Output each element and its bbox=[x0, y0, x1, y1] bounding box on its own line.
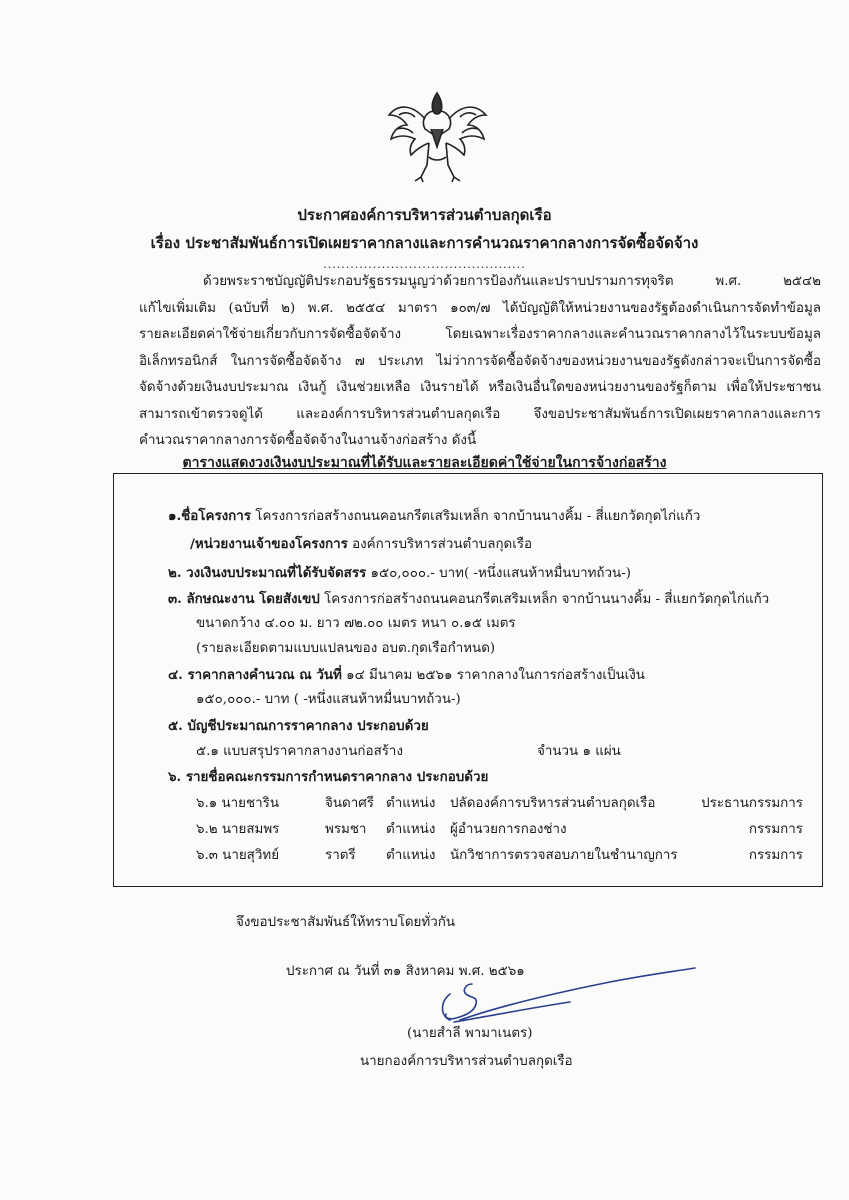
body-line: รายละเอียดค่าใช้จ่ายเกี่ยวกับการจัดซื้อจัดจ้าง โดยเฉพาะเรื่องราคากลางและคำนวณราคากลางไว้ในระบบข้อมูล bbox=[139, 327, 821, 342]
committee-position-label: ตำแหน่ง bbox=[386, 796, 436, 811]
body-line: แก้ไขเพิ่มเติม (ฉบับที่ ๒) พ.ศ. ๒๕๕๔ มาตรา ๑๐๓/๗ ได้บัญญัติให้หน่วยงานของรัฐต้องดำเนินการจัดทำข้อมูล bbox=[139, 300, 821, 316]
committee-role: ประธานกรรมการ bbox=[701, 796, 803, 811]
body-line: คำนวณราคากลางการจัดซื้อจัดจ้างในงานจ้างก่อสร้าง ดังนี้ bbox=[139, 433, 477, 448]
item-value: โครงการก่อสร้างถนนคอนกรีตเสริมเหล็ก จากบ้านนางคิ้ม - สี่แยกวัดกุดไก่แก้ว bbox=[255, 509, 701, 524]
item-work-note: (รายละเอียดตามแบบแปลนของ อบต.กุดเรือกำหนด) bbox=[196, 641, 496, 656]
committee-position: ผู้อำนวยการกองช่าง bbox=[450, 822, 567, 837]
committee-position: นักวิชาการตรวจสอบภายในชำนาญการ bbox=[450, 848, 678, 863]
body-paragraph bbox=[139, 269, 821, 455]
item-median-price bbox=[168, 664, 645, 685]
table-title: ตารางแสดงวงเงินงบประมาณที่ได้รับและรายละเอียดค่าใช้จ่ายในการจ้างก่อสร้าง bbox=[182, 455, 667, 471]
committee-member-surname: ราตรี bbox=[325, 848, 356, 863]
committee-position-label: ตำแหน่ง bbox=[386, 848, 436, 863]
item-work-description bbox=[168, 588, 769, 609]
item-label: ๒. วงเงินงบประมาณที่ได้รับจัดสรร bbox=[168, 565, 367, 581]
committee-member-name: ๖.๑ นายชาริน bbox=[196, 796, 279, 811]
body-line: จัดจ้างด้วยเงินงบประมาณ เงินกู้ เงินช่วยเหลือ เงินรายได้ หรือเงินอื่นใดของหน่วยงานของรัฐก็ตาม เพื่อให้ประชาชน bbox=[139, 380, 821, 395]
body-line: สามารถเข้าตรวจดูได้ และองค์การบริหารส่วนตำบลกุดเรือ จึงขอประชาสัมพันธ์การเปิดเผยราคากลางและการ bbox=[139, 406, 821, 422]
item-estimate-form: ๕.๑ แบบสรุปราคากลางงานก่อสร้าง bbox=[196, 744, 403, 759]
committee-member-surname: จินดาศรี bbox=[325, 796, 374, 811]
signer-title: นายกองค์การบริหารส่วนตำบลกุดเรือ bbox=[360, 1054, 573, 1069]
item-project-owner bbox=[190, 533, 532, 554]
item-value: โครงการก่อสร้างถนนคอนกรีตเสริมเหล็ก จากบ้านนางคิ้ม - สี่แยกวัดกุดไก่แก้ว bbox=[324, 592, 770, 607]
item-median-price-amount: ๑๕๐,๐๐๐.- บาท ( -หนึ่งแสนห้าหมื่นบาทถ้วน-) bbox=[196, 692, 461, 707]
committee-position: ปลัดองค์การบริหารส่วนตำบลกุดเรือ bbox=[450, 796, 656, 811]
item-label: ๓. ลักษณะงาน โดยสังเขป bbox=[168, 591, 320, 607]
signer-name: (นายสำลี พามาเนตร) bbox=[407, 1026, 533, 1041]
committee-member-name: ๖.๒ นายสมพร bbox=[196, 822, 280, 837]
announcement-subject: เรื่อง ประชาสัมพันธ์การเปิดเผยราคากลางและการคำนวณราคากลางการจัดซื้อจัดจ้าง bbox=[150, 234, 699, 252]
item-project-name bbox=[168, 505, 700, 526]
announcement-date: ประกาศ ณ วันที่ ๓๑ สิงหาคม พ.ศ. ๒๕๖๑ bbox=[286, 964, 525, 979]
item-estimate-qty: จำนวน ๑ แผ่น bbox=[537, 744, 621, 759]
committee-role: กรรมการ bbox=[748, 822, 803, 837]
committee-member-surname: พรมชา bbox=[325, 822, 367, 837]
garuda-emblem-icon bbox=[385, 85, 490, 185]
title-separator: ............................................. bbox=[323, 258, 526, 271]
item-value: องค์การบริหารส่วนตำบลกุดเรือ bbox=[352, 537, 533, 552]
item-work-size: ขนาดกว้าง ๔.๐๐ ม. ยาว ๗๒.๐๐ เมตร หนา ๐.๑๕ เมตร bbox=[196, 616, 516, 631]
item-label: ๑.ชื่อโครงการ bbox=[168, 508, 251, 524]
body-line: อิเล็กทรอนิกส์ ในการจัดซื้อจัดจ้าง ๗ ประเภท ไม่ว่าการจัดซื้อจัดจ้างของหน่วยงานของรัฐดังกล่าวจะเป็นการจัดซื้อ bbox=[139, 353, 821, 369]
item-label: ๔. ราคากลางคำนวณ ณ วันที่ bbox=[168, 667, 342, 683]
item-label: /หน่วยงานเจ้าของโครงการ bbox=[190, 536, 348, 552]
body-line: ด้วยพระราชบัญญัติประกอบรัฐธรรมนูญว่าด้วยการป้องกันและปราบปรามการทุจริต พ.ศ. ๒๕๔๒ bbox=[203, 274, 821, 289]
item-committee: ๖. รายชื่อคณะกรรมการกำหนดราคากลาง ประกอบด้วย bbox=[168, 769, 489, 785]
item-value: ๑๕๐,๐๐๐.- บาท( -หนึ่งแสนห้าหมื่นบาทถ้วน-) bbox=[370, 566, 631, 581]
announcement-title: ประกาศองค์การบริหารส่วนตำบลกุดเรือ bbox=[297, 206, 552, 224]
committee-role: กรรมการ bbox=[748, 848, 803, 863]
item-value: ๑๔ มีนาคม ๒๕๖๑ ราคากลางในการก่อสร้างเป็นเงิน bbox=[346, 668, 645, 683]
closing-statement: จึงขอประชาสัมพันธ์ให้ทราบโดยทั่วกัน bbox=[236, 915, 455, 930]
committee-position-label: ตำแหน่ง bbox=[386, 822, 436, 837]
item-budget bbox=[168, 562, 631, 583]
committee-member-name: ๖.๓ นายสุวิทย์ bbox=[196, 848, 280, 863]
item-estimate-list: ๕. บัญชีประมาณการราคากลาง ประกอบด้วย bbox=[168, 718, 429, 734]
